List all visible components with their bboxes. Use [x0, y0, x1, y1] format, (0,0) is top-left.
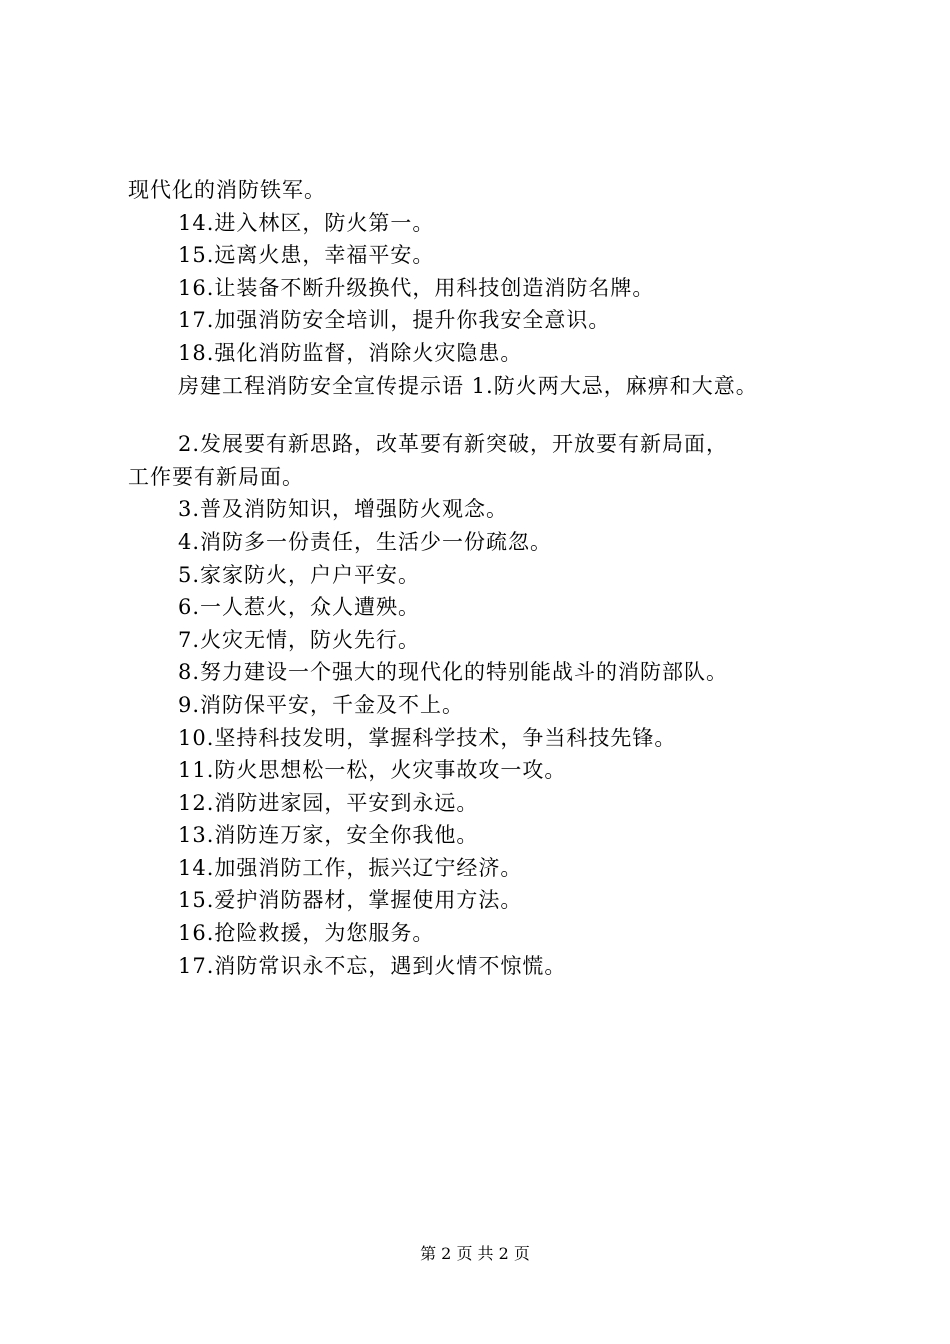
list-item: 14.加强消防工作，振兴辽宁经济。: [178, 855, 523, 880]
list-item: 16.让装备不断升级换代，用科技创造消防名牌。: [178, 275, 655, 300]
list-item: 13.消防连万家，安全你我他。: [178, 823, 479, 848]
list-item: 15.远离火患，幸福平安。: [178, 243, 435, 268]
list-item: 7.火灾无情，防火先行。: [178, 627, 421, 652]
list-item: 16.抢险救援，为您服务。: [178, 921, 435, 946]
list-item: 3.普及消防知识，增强防火观念。: [178, 497, 509, 522]
list-item: 10.坚持科技发明，掌握科学技术，争当科技先锋。: [178, 725, 677, 750]
list-item: 11.防火思想松一松，火灾事故攻一攻。: [178, 758, 567, 783]
blank-line: [128, 402, 848, 428]
list-item: 6.一人惹火，众人遭殃。: [178, 595, 421, 620]
list-item: 17.消防常识永不忘，遇到火情不惊慌。: [178, 953, 567, 978]
list-item: 17.加强消防安全培训，提升你我安全意识。: [178, 308, 611, 333]
list-item: 14.进入林区，防火第一。: [178, 210, 435, 235]
list-item: 4.消防多一份责任，生活少一份疏忽。: [178, 529, 553, 554]
list-item-continuation: 工作要有新局面。: [128, 464, 304, 489]
list-item: 12.消防进家园，平安到永远。: [178, 790, 479, 815]
page-footer: 第 2 页 共 2 页: [420, 1244, 530, 1263]
list-item: 9.消防保平安，千金及不上。: [178, 692, 465, 717]
text-line: 现代化的消防铁军。: [128, 178, 326, 202]
list-item: 5.家家防火，户户平安。: [178, 562, 421, 587]
section-heading-line: 房建工程消防安全宣传提示语 1.防火两大忌，麻痹和大意。: [178, 373, 758, 398]
list-item: 15.爱护消防器材，掌握使用方法。: [178, 888, 523, 913]
list-item: 8.努力建设一个强大的现代化的特别能战斗的消防部队。: [178, 660, 729, 685]
list-item: 18.强化消防监督，消除火灾隐患。: [178, 340, 523, 365]
list-item: 2.发展要有新思路，改革要有新突破，开放要有新局面，: [178, 432, 729, 457]
document-body: [128, 174, 848, 982]
